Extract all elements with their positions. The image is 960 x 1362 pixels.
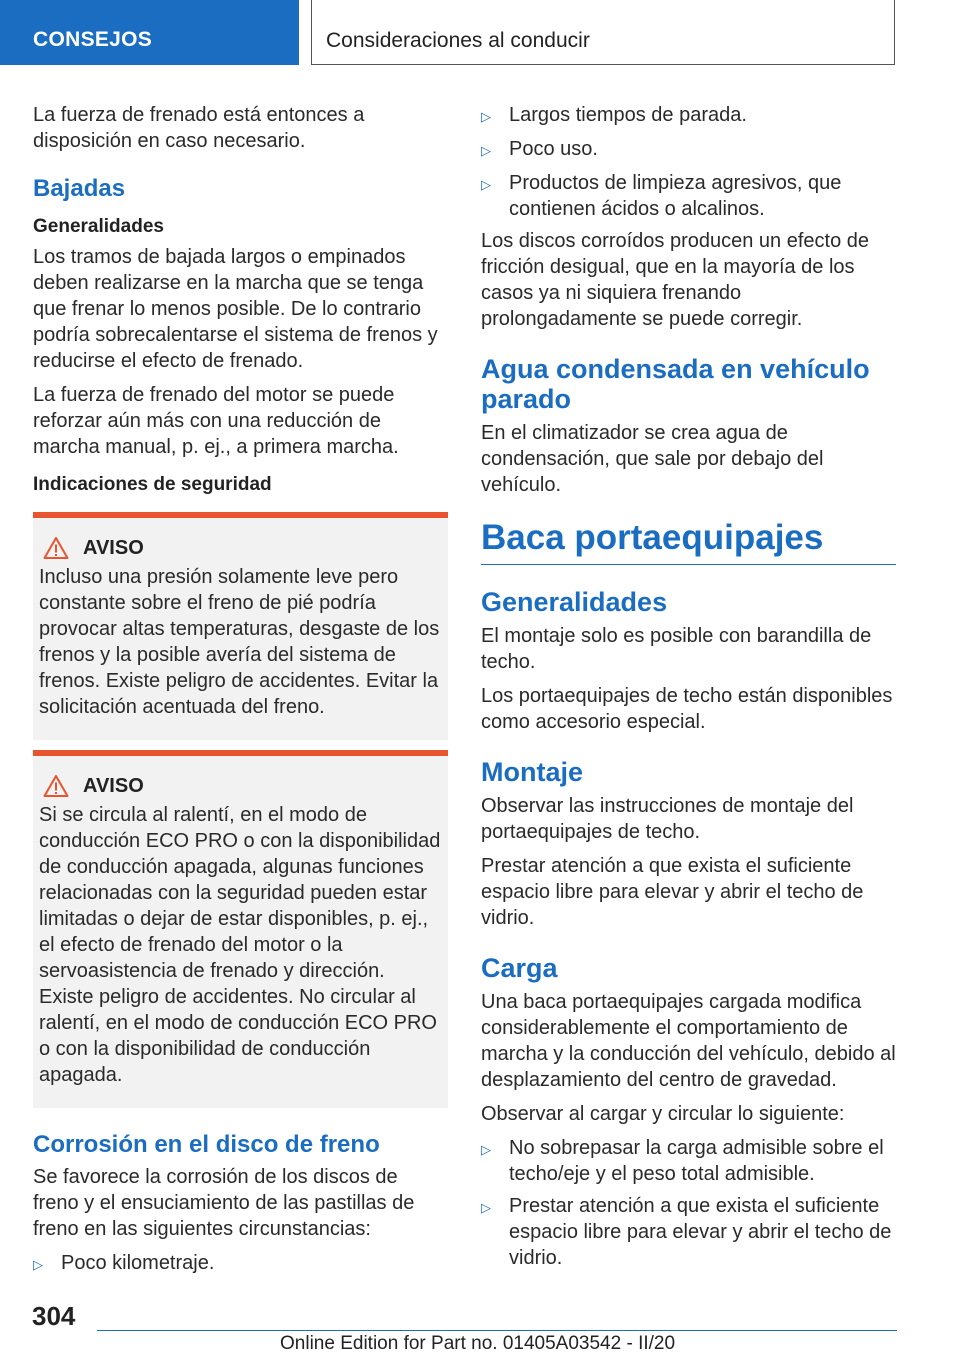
generalidades-paragraph-1: El montaje solo es posible con barandilla de techo. [481, 625, 872, 673]
warning-title: AVISO [83, 774, 144, 797]
footer-rule [97, 1330, 897, 1331]
corrosion-list [33, 1250, 448, 1278]
left-column [33, 102, 448, 1284]
generalidades-subheading: Generalidades [33, 216, 164, 237]
discos-paragraph: Los discos corroídos producen un efecto de fricción desigual, que en la mayoría de los casos ya ni siquiera frenando prolongadamente se puede corregir. [481, 230, 870, 330]
warning-triangle-icon [43, 774, 69, 798]
section-tab [0, 0, 299, 65]
intro-paragraph: La fuerza de frenado está entonces a disposición en caso necesario. [33, 104, 365, 152]
carga-heading: Carga [481, 953, 558, 983]
chapter-header [311, 0, 895, 65]
edition-text: Online Edition for Part no. 01405A03542 - II/20 [280, 1333, 676, 1354]
bullet-triangle-icon: ▷ [481, 1200, 491, 1215]
corrosion-heading: Corrosión en el disco de freno [33, 1131, 380, 1158]
seguridad-subheading: Indicaciones de seguridad [33, 474, 272, 495]
list-item: ▷ Prestar atención a que exista el suficiente espacio libre para elevar y abrir el techo de vidrio. [481, 1195, 892, 1269]
corrosion-list-continued [481, 102, 896, 222]
bullet-triangle-icon: ▷ [33, 1257, 43, 1272]
page-number: 304 [32, 1301, 76, 1331]
montaje-paragraph-1: Observar las instrucciones de montaje del portaequipajes de techo. [481, 795, 854, 843]
right-column [481, 102, 896, 1277]
montaje-heading: Montaje [481, 757, 584, 787]
warning-text: Si se circula al ralentí, en el modo de conducción ECO PRO o con la disponibilidad de conducción apagada, algunas funciones relacionadas con la seguridad pueden estar limitadas o dejar de estar disponibles, p. ej., el efecto de frenado del motor o la servoasistencia de frenado y dirección. Existe peligro de accidentes. No circular al ralentí, en el modo de conducción ECO PRO o con la disponibilidad de conducción apagada. [39, 804, 441, 1086]
agua-heading: Agua condensada en vehículo parado [481, 354, 870, 414]
bullet-triangle-icon: ▷ [481, 143, 491, 158]
bajadas-heading: Bajadas [33, 175, 126, 202]
generalidades-paragraph-2: Los portaequipajes de techo están disponibles como accesorio especial. [481, 685, 893, 733]
bullet-triangle-icon: ▷ [481, 177, 491, 192]
list-item: ▷ Poco uso. [481, 136, 896, 164]
warning-box-1 [33, 512, 448, 740]
generalidades-paragraph-2: La fuerza de frenado del motor se puede reforzar aún más con una reducción de marcha manual, p. ej., a primera marcha. [33, 384, 399, 458]
list-item: ▷ Productos de limpieza agresivos, que contienen ácidos o alcalinos. [481, 172, 842, 220]
carga-paragraph-2: Observar al cargar y circular lo siguiente: [481, 1103, 845, 1125]
carga-list [481, 1135, 896, 1271]
warning-text: Incluso una presión solamente leve pero constante sobre el freno de pié podría provocar altas temperaturas, desgaste de los frenos y la posible avería del sistema de frenos. Existe peligro de accidentes. Evitar la solicitación acentuada del freno. [39, 566, 440, 718]
montaje-paragraph-2: Prestar atención a que exista el suficiente espacio libre para elevar y abrir el techo de vidrio. [481, 855, 864, 929]
bullet-triangle-icon: ▷ [481, 109, 491, 124]
warning-triangle-icon [43, 536, 69, 560]
warning-box-2 [33, 750, 448, 1108]
corrosion-paragraph: Se favorece la corrosión de los discos de freno y el ensuciamiento de las pastillas de freno en las siguientes circunstancias: [33, 1166, 415, 1240]
generalidades-heading: Generalidades [481, 587, 668, 617]
list-item: ▷ No sobrepasar la carga admisible sobre el techo/eje y el peso total admisible. [481, 1137, 884, 1185]
carga-paragraph-1: Una baca portaequipajes cargada modifica considerablemente el comportamiento de marcha y la conducción del vehículo, debido al desplazamiento del centro de gravedad. [481, 991, 896, 1091]
warning-header [39, 774, 442, 798]
agua-paragraph: En el climatizador se crea agua de condensación, que sale por debajo del vehículo. [481, 422, 824, 496]
chapter-title: Consideraciones al conducir [326, 29, 590, 52]
warning-title: AVISO [83, 536, 144, 559]
warning-header [39, 536, 442, 560]
list-item: ▷ Poco kilometraje. [33, 1250, 448, 1278]
generalidades-paragraph-1: Los tramos de bajada largos o empinados deben realizarse en la marcha que se tenga que frenar lo menos posible. De lo contrario podría sobrecalentarse el sistema de frenos y reducirse el efecto de frenado. [33, 246, 438, 372]
baca-heading: Baca portaequipajes [481, 518, 896, 565]
section-tab-label: CONSEJOS [33, 28, 153, 51]
bullet-triangle-icon: ▷ [481, 1142, 491, 1157]
list-item: ▷ Largos tiempos de parada. [481, 102, 896, 130]
